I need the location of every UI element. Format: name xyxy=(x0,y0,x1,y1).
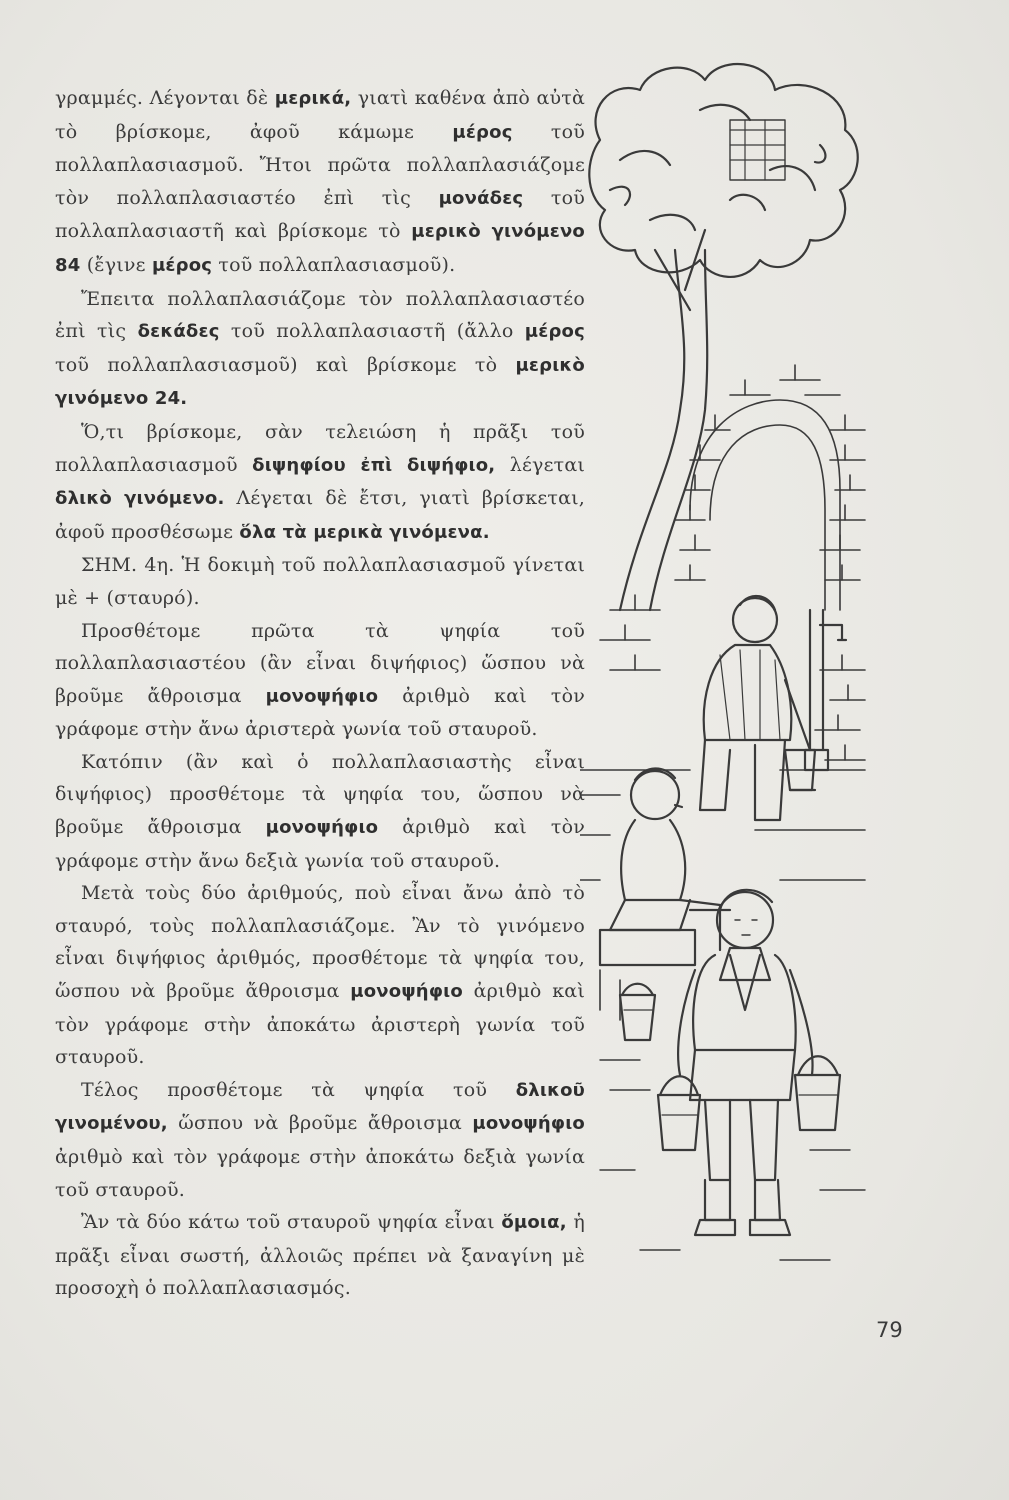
page-number: 79 xyxy=(876,1318,903,1342)
paragraph-5: Προσθέτομε πρῶτα τὰ ψηφία τοῦ πολλαπλασιαστέου (ἂν εἶναι διψήφιος) ὥσπου νὰ βροῦμε ἄθροισμα μονοψήφιο ἀριθμὸ καὶ τὸν γράφομε στὴν ἄνω ἀριστερὰ γωνία τοῦ σταυροῦ. xyxy=(55,619,586,741)
tree-trunk xyxy=(620,230,707,610)
paragraph-9: Ἂν τὰ δύο κάτω τοῦ σταυροῦ ψηφία εἶναι ὅμοια, ἡ πρᾶξι εἶναι σωστή, ἀλλοιῶς πρέπει νὰ ξαναγίνη μὲ προσοχὴ ὁ πολλαπλασιασμός. xyxy=(55,1211,585,1300)
paragraph-8: Τέλος προσθέτομε τὰ ψηφία τοῦ δλικοῦ γινομένου, ὥσπου νὰ βροῦμε ἄθροισμα μονοψήφιο ἀριθμὸ καὶ τὸν γράφομε στὴν ἀποκάτω δεξιὰ γωνία τοῦ σταυροῦ. xyxy=(55,1078,585,1201)
stone-steps xyxy=(580,770,865,1020)
body-text xyxy=(55,82,585,1305)
child-at-tap xyxy=(700,596,815,820)
ground-strokes xyxy=(600,1060,865,1260)
illustration-drawing xyxy=(580,50,870,1290)
paragraph-2: Ἔπειτα πολλαπλασιάζομε τὸν πολλαπλασιαστέο ἐπὶ τὶς δεκάδες τοῦ πολλαπλασιαστῆ (ἄλλο μέρος τοῦ πολλαπλασιασμοῦ) καὶ βρίσκομε τὸ μερικὸ γινόμενο 24. xyxy=(55,287,585,410)
tree-canopy xyxy=(589,64,857,277)
brick-wall xyxy=(600,365,865,760)
paragraph-7: Μετὰ τοὺς δύο ἀριθμούς, ποὺ εἶναι ἄνω ἀπὸ τὸ σταυρό, τοὺς πολλαπλασιάζομε. Ἂν τὸ γινόμενο εἶναι διψήφιος ἀριθμός, προσθέτομε τὰ ψηφία του, ὥσπου νὰ βροῦμε ἄθροισμα μονοψήφιο ἀριθμὸ καὶ τὸν γράφομε στὴν ἀποκάτω ἀριστερὴ γωνία τοῦ σταυροῦ. xyxy=(55,882,585,1069)
paragraph-note: ΣΗΜ. 4η. Ἡ δοκιμὴ τοῦ πολλαπλασιασμοῦ γίνεται μὲ + (σταυρό). xyxy=(55,554,585,609)
paragraph-3: Ὅ,τι βρίσκομε, σὰν τελειώση ἡ πρᾶξι τοῦ πολλαπλασιασμοῦ διψηφίου ἐπὶ διψήφιο, λέγεται δλικὸ γινόμενο. Λέγεται δὲ ἔτσι, γιατὶ βρίσκεται, ἀφοῦ προσθέσωμε ὅλα τὰ μερικὰ γινόμενα. xyxy=(55,420,586,543)
paragraph-6: Κατόπιν (ἂν καὶ ὁ πολλαπλασιαστὴς εἶναι διψήφιος) προσθέτομε τὰ ψηφία του, ὥσπου νὰ βροῦμε ἄθροισμα μονοψήφιο ἀριθμὸ καὶ τὸν γράφομε στὴν ἄνω δεξιὰ γωνία τοῦ σταυροῦ. xyxy=(55,750,586,872)
sitting-child xyxy=(600,768,730,965)
fountain-illustration xyxy=(580,50,870,1290)
bucket-ground xyxy=(620,984,655,1040)
paragraph-1: γραμμές. Λέγονται δὲ μερικά, γιατὶ καθένα ἀπὸ αὐτὰ τὸ βρίσκομε, ἀφοῦ κάμωμε μέρος τοῦ πολλαπλασιασμοῦ. Ἤτοι πρῶτα πολλαπλασιάζομε τὸν πολλαπλασιαστέο ἐπὶ τὶς μονάδες τοῦ πολλαπλασιαστῆ καὶ βρίσκομε τὸ μερικὸ γινόμενο 84 (ἔγινε μέρος τοῦ πολλαπλασιασμοῦ). xyxy=(55,87,585,276)
child-with-buckets xyxy=(678,890,812,1235)
water-tap xyxy=(805,610,846,770)
